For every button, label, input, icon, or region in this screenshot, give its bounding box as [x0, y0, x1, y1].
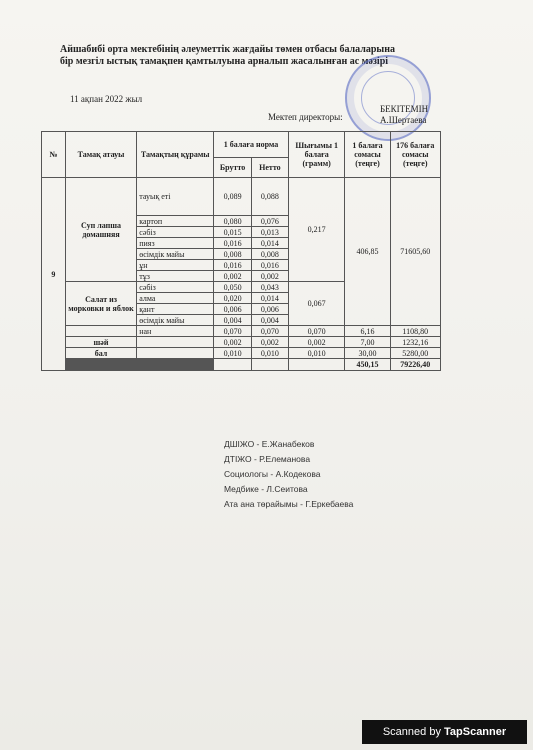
empty-cell	[251, 359, 288, 371]
soup-output: 0,217	[288, 178, 345, 282]
soup-name: Суп лапша домашняя	[65, 178, 136, 282]
total-label-redacted	[65, 359, 213, 371]
brutto-cell: 0,016	[214, 260, 252, 271]
brutto-cell: 0,050	[214, 282, 252, 293]
ingredient: тауық еті	[137, 178, 214, 216]
ingredient: өсімдік майы	[137, 315, 214, 326]
ingredient: сәбіз	[137, 282, 214, 293]
netto-cell: 0,070	[251, 326, 288, 337]
output-cell: 0,070	[288, 326, 345, 337]
ingredient: пияз	[137, 238, 214, 249]
official-stamp	[345, 55, 431, 141]
brutto-cell: 0,002	[214, 271, 252, 282]
brutto-cell: 0,006	[214, 304, 252, 315]
brutto-cell: 0,080	[214, 216, 252, 227]
ingredient: картоп	[137, 216, 214, 227]
empty-cell	[137, 337, 214, 348]
ingredient: сәбіз	[137, 227, 214, 238]
total-row	[42, 359, 441, 371]
ingredient: өсімдік майы	[137, 249, 214, 260]
total-cost176: 79226,40	[390, 359, 441, 371]
salad-output: 0,067	[288, 282, 345, 326]
tea-name: шәй	[65, 337, 136, 348]
col-meal: Тамақ атауы	[65, 132, 136, 178]
netto-cell: 0,076	[251, 216, 288, 227]
output-cell: 0,010	[288, 348, 345, 359]
col-num: №	[42, 132, 66, 178]
total-cost1: 450,15	[345, 359, 390, 371]
empty-cell	[65, 326, 136, 337]
cost176-cell: 1108,80	[390, 326, 441, 337]
badge-prefix: Scanned by	[382, 726, 444, 738]
col-cost1: 1 балаға сомасы (теңге)	[345, 132, 390, 178]
signature-line: Ата ана төрайымы - Г.Еркебаева	[224, 499, 354, 509]
netto-cell: 0,014	[251, 293, 288, 304]
empty-cell	[214, 359, 252, 371]
approve-label: БЕКІТЕМІН	[380, 104, 429, 114]
day-number: 9	[42, 178, 66, 371]
netto-cell: 0,006	[251, 304, 288, 315]
title-line-1: Айшабибі орта мектебінің әлеуметтік жағдайы төмен отбасы балаларына	[60, 44, 395, 55]
brutto-cell: 0,010	[214, 348, 252, 359]
signature-line: Медбике - Л.Сеитова	[224, 484, 308, 494]
honey-name: бал	[65, 348, 136, 359]
cost1-cell: 6,16	[345, 326, 390, 337]
empty-cell	[137, 348, 214, 359]
table-row	[42, 178, 441, 216]
badge-brand: TapScanner	[444, 726, 507, 738]
brutto-cell: 0,016	[214, 238, 252, 249]
ingredient: нан	[137, 326, 214, 337]
brutto-cell: 0,070	[214, 326, 252, 337]
netto-cell: 0,008	[251, 249, 288, 260]
scanner-watermark-badge	[362, 720, 527, 744]
cost176-cell: 1232,16	[390, 337, 441, 348]
brutto-cell: 0,015	[214, 227, 252, 238]
col-brutto: Брутто	[214, 158, 252, 178]
brutto-cell: 0,089	[214, 178, 252, 216]
netto-cell: 0,014	[251, 238, 288, 249]
brutto-cell: 0,008	[214, 249, 252, 260]
output-cell: 0,002	[288, 337, 345, 348]
ingredient: қант	[137, 304, 214, 315]
ingredient: ұн	[137, 260, 214, 271]
table-row	[42, 337, 441, 348]
meal-cost176: 71605,60	[390, 178, 441, 326]
netto-cell: 0,043	[251, 282, 288, 293]
signatures	[224, 437, 353, 512]
netto-cell: 0,088	[251, 178, 288, 216]
brutto-cell: 0,004	[214, 315, 252, 326]
cost176-cell: 5280,00	[390, 348, 441, 359]
approval-block	[380, 104, 428, 126]
cost1-cell: 30,00	[345, 348, 390, 359]
netto-cell: 0,004	[251, 315, 288, 326]
netto-cell: 0,013	[251, 227, 288, 238]
menu-table	[41, 131, 441, 371]
salad-name: Салат из морковки и яблок	[65, 282, 136, 326]
document-title	[60, 44, 395, 68]
director-label: Мектеп директоры:	[268, 112, 343, 122]
brutto-cell: 0,020	[214, 293, 252, 304]
col-output: Шығымы 1 балаға (грамм)	[288, 132, 345, 178]
empty-cell	[288, 359, 345, 371]
ingredient: алма	[137, 293, 214, 304]
netto-cell: 0,010	[251, 348, 288, 359]
col-netto: Нетто	[251, 158, 288, 178]
netto-cell: 0,002	[251, 337, 288, 348]
document-date: 11 ақпан 2022 жыл	[70, 94, 143, 104]
col-cost176: 176 балаға сомасы (теңге)	[390, 132, 441, 178]
col-composition: Тамақтың құрамы	[137, 132, 214, 178]
netto-cell: 0,016	[251, 260, 288, 271]
netto-cell: 0,002	[251, 271, 288, 282]
signature-line: ДТІЖО - Р.Елеманова	[224, 454, 311, 464]
cost1-cell: 7,00	[345, 337, 390, 348]
table-row	[42, 326, 441, 337]
signature-line: ДШІЖО - Е.Жанабеков	[224, 439, 315, 449]
approve-name: А.Шертаева	[380, 115, 427, 125]
ingredient: тұз	[137, 271, 214, 282]
table-row	[42, 348, 441, 359]
brutto-cell: 0,002	[214, 337, 252, 348]
title-line-2: бір мезгіл ыстық тамақпен қамтылуына арналып жасалынған ас мәзірі	[60, 56, 389, 67]
meal-cost1: 406,85	[345, 178, 390, 326]
signature-line: Социологы - А.Кодекова	[224, 469, 321, 479]
col-norm: 1 балаға норма	[214, 132, 289, 158]
